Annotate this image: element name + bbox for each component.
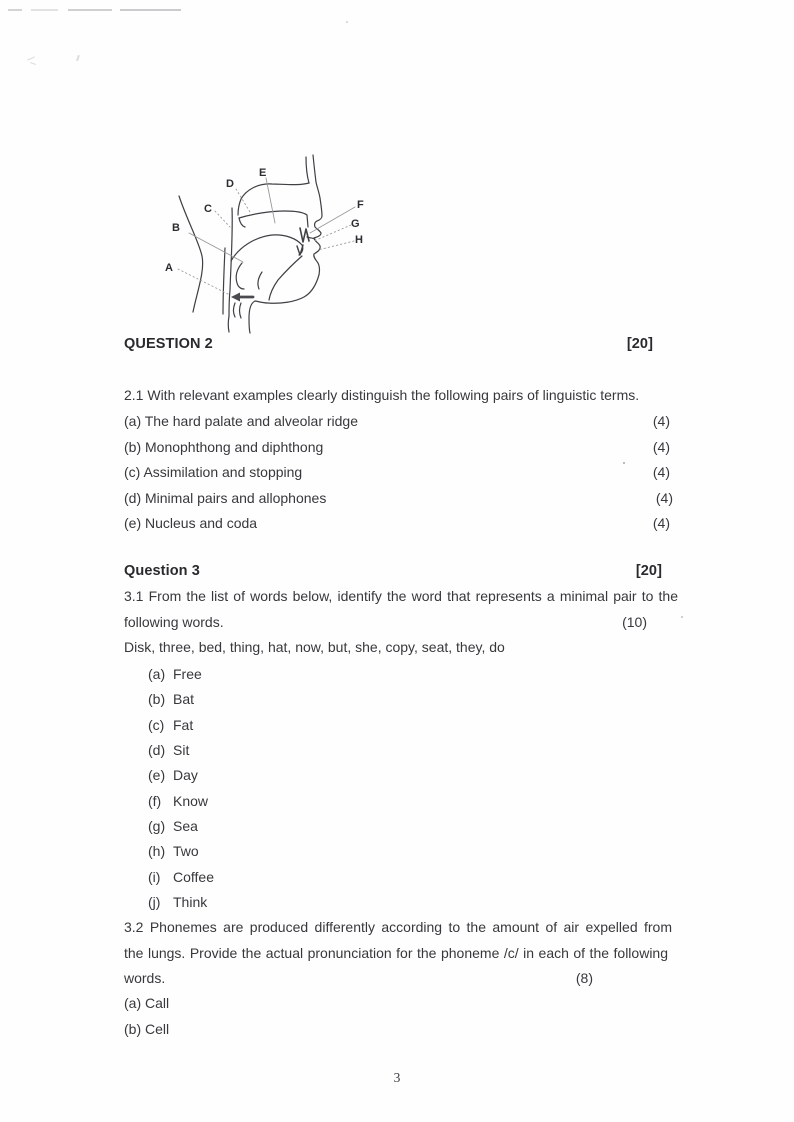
- diagram-mouth-slit: [307, 237, 315, 239]
- diagram-label-f: F: [357, 199, 364, 211]
- q31-item-d-word: Sit: [173, 742, 190, 758]
- q31-line2: following words.: [124, 614, 224, 630]
- q2-item-d-marks: (4): [655, 490, 673, 506]
- q31-item-e-label: (e): [148, 767, 166, 783]
- diagram-pharynx-wall: [223, 248, 225, 314]
- leader-G: [314, 225, 351, 241]
- q31-item-j-label: (j): [148, 894, 161, 910]
- diagram-mouth-floor: [258, 272, 262, 289]
- q31-item-h-label: (h): [148, 843, 166, 859]
- diagram-trachea: [228, 316, 229, 332]
- q31-item-h: [148, 843, 199, 860]
- scan-artifact: [31, 9, 58, 11]
- q31-item-a-word: Free: [173, 666, 202, 682]
- q2-item-b: [124, 439, 670, 456]
- question3-heading: Question 3: [124, 563, 200, 579]
- scan-artifact: [8, 9, 22, 11]
- q31-item-i: [148, 869, 214, 886]
- q31-line1: 3.1 From the list of words below, identify the word that represents a minimal pair to the: [124, 588, 678, 604]
- q31-item-h-word: Two: [173, 843, 199, 859]
- diagram-vocal-folds: [240, 303, 242, 318]
- q31-item-a-label: (a): [148, 666, 166, 682]
- diagram-label-g: G: [351, 218, 360, 230]
- q2-item-d: [124, 490, 673, 507]
- q31-item-j-word: Think: [173, 894, 208, 910]
- q31-item-j: [148, 894, 207, 911]
- diagram-jaw-inner: [269, 256, 302, 300]
- question2-marks: [20]: [626, 336, 653, 352]
- q31-item-g: [148, 818, 198, 835]
- diagram-label-d: D: [226, 178, 234, 190]
- diagram-nose-bridge: [313, 155, 316, 182]
- leader-H: [318, 241, 354, 250]
- q31-item-c-label: (c): [148, 717, 165, 733]
- leader-E: [266, 178, 275, 223]
- q2-item-a: [124, 413, 670, 430]
- q32-line2: the lungs. Provide the actual pronunciation for the phoneme /c/ in each of the following: [124, 945, 668, 961]
- question3-heading-row: [124, 563, 662, 580]
- q2-item-e: [124, 515, 670, 532]
- diagram-label-h: H: [355, 234, 363, 246]
- scan-artifact: [76, 55, 79, 61]
- scan-artifact: [681, 616, 683, 618]
- leader-C: [215, 211, 230, 227]
- q31-item-g-label: (g): [148, 818, 166, 834]
- q32-item-b: (b) Cell: [124, 1021, 170, 1037]
- q31-line2-marks: (10): [622, 614, 647, 630]
- q31-item-g-word: Sea: [173, 818, 198, 834]
- diagram-label-e: E: [259, 167, 267, 179]
- q2-item-b-marks: (4): [652, 439, 670, 455]
- diagram-velum: [239, 218, 245, 227]
- diagram-neck-outline: [179, 196, 203, 312]
- scan-artifact: [346, 21, 348, 23]
- q32-line1: 3.2 Phonemes are produced differently according to the amount of air expelled from: [124, 919, 672, 935]
- leader-D: [236, 189, 250, 212]
- q31-word-list: Disk, three, bed, thing, hat, now, but, she, copy, seat, they, do: [124, 639, 505, 655]
- q31-item-b: [148, 691, 194, 708]
- q2-item-c-text: (c) Assimilation and stopping: [124, 464, 303, 480]
- q2-item-c-marks: (4): [652, 464, 670, 480]
- q31-item-d: [148, 742, 189, 759]
- q2-item-c: [124, 464, 670, 481]
- diagram-vocal-folds: [234, 303, 236, 317]
- question3-marks: [20]: [635, 563, 662, 579]
- diagram-epiglottis: [236, 263, 244, 289]
- q31-item-i-word: Coffee: [173, 869, 214, 885]
- diagram-label-b: B: [172, 222, 180, 234]
- q2-item-a-text: (a) The hard palate and alveolar ridge: [124, 413, 359, 429]
- diagram-pharynx-wall: [229, 208, 232, 316]
- airflow-arrowhead: [231, 293, 240, 302]
- leader-B: [189, 233, 243, 262]
- q31-item-c: [148, 717, 193, 734]
- q31-item-b-word: Bat: [173, 691, 195, 707]
- q32-line3: words.: [124, 970, 166, 986]
- q2-item-b-text: (b) Monophthong and diphthong: [124, 439, 324, 455]
- question2-intro: 2.1 With relevant examples clearly distinguish the following pairs of linguistic terms.: [124, 387, 640, 403]
- diagram-nasal-cavity: [238, 183, 309, 215]
- q32-item-a: (a) Call: [124, 995, 170, 1011]
- q31-item-i-label: (i): [148, 869, 161, 885]
- q31-item-d-label: (d): [148, 742, 166, 758]
- diagram-tongue: [231, 235, 303, 261]
- q31-item-e-word: Day: [173, 767, 198, 783]
- scan-artifact: [27, 56, 35, 60]
- question2-heading-row: [124, 336, 653, 353]
- q31-item-c-word: Fat: [173, 717, 194, 733]
- q32-line3-row: [124, 970, 593, 987]
- diagram-nose-bridge: [306, 157, 309, 183]
- diagram-lower-teeth: [297, 245, 303, 255]
- diagram-face-profile: [249, 182, 322, 333]
- page-number: 3: [393, 1070, 401, 1085]
- scan-artifact: [30, 62, 36, 65]
- question2-heading: QUESTION 2: [124, 336, 213, 352]
- q2-item-e-marks: (4): [652, 515, 670, 531]
- q31-item-a: [148, 666, 202, 683]
- q31-item-b-label: (b): [148, 691, 166, 707]
- q2-item-e-text: (e) Nucleus and coda: [124, 515, 258, 531]
- q31-line2-row: [124, 614, 647, 631]
- q31-item-f-label: (f): [148, 793, 162, 809]
- q32-line3-marks: (8): [575, 970, 593, 986]
- scan-artifact: [68, 9, 112, 11]
- q31-item-e: [148, 767, 198, 784]
- diagram-label-c: C: [204, 203, 212, 215]
- diagram-label-a: A: [165, 262, 173, 274]
- diagram-palate: [239, 211, 308, 227]
- leader-F: [310, 207, 355, 233]
- q31-item-f: [148, 793, 208, 810]
- scan-artifact: [120, 9, 181, 11]
- leader-A: [178, 269, 230, 295]
- q2-item-a-marks: (4): [652, 413, 670, 429]
- q2-item-d-text: (d) Minimal pairs and allophones: [124, 490, 327, 506]
- q31-item-f-word: Know: [173, 793, 209, 809]
- diagram-upper-teeth: [300, 228, 309, 242]
